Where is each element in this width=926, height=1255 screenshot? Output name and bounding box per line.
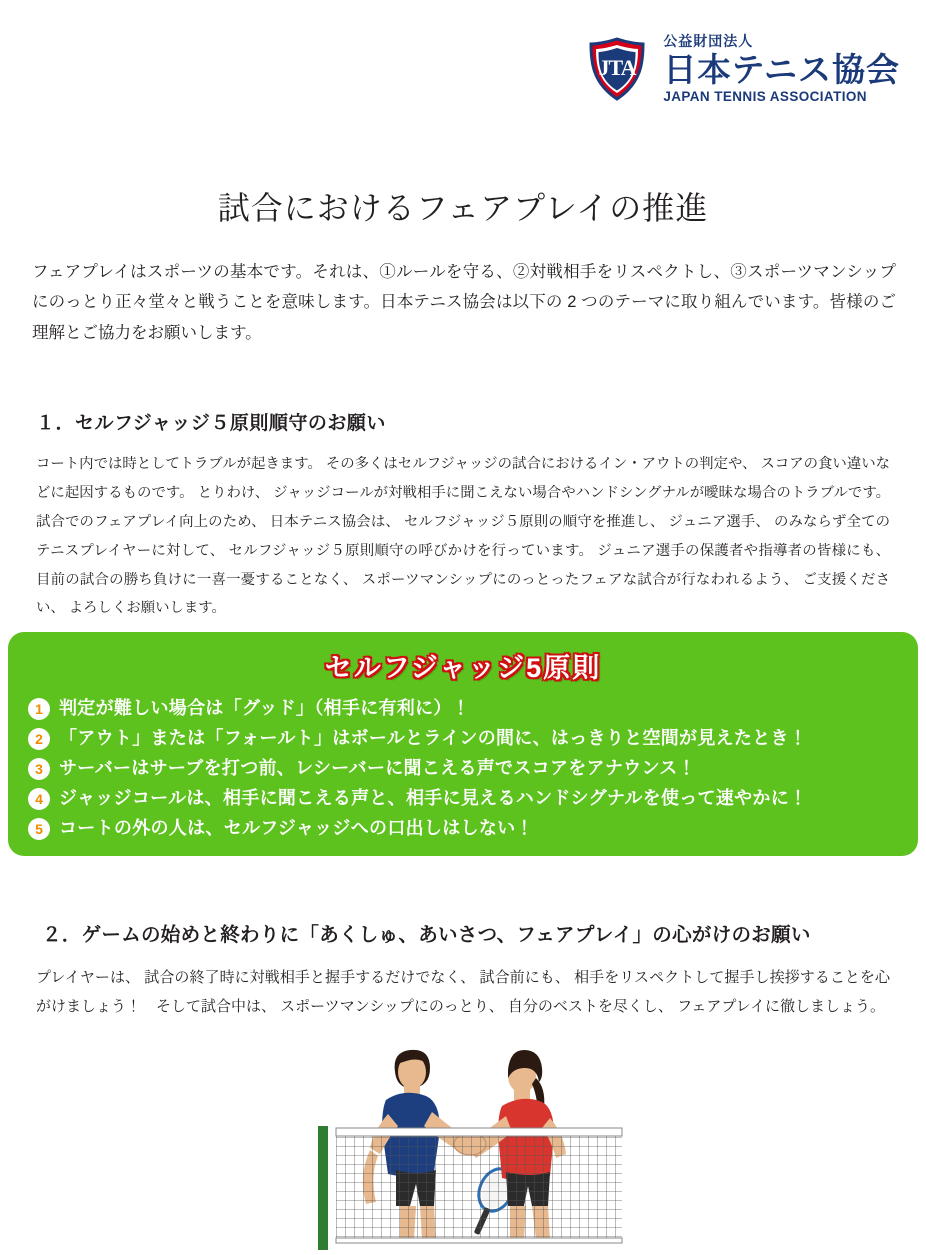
self-judge-principles-box bbox=[8, 632, 918, 856]
organization-header bbox=[585, 34, 900, 104]
organization-name: 日本テニス協会 bbox=[663, 51, 900, 88]
page-title: 試合におけるフェアプレイの推進 bbox=[217, 190, 709, 227]
list-item bbox=[28, 725, 918, 751]
list-item-number: 2 bbox=[28, 728, 50, 750]
list-item bbox=[28, 755, 918, 781]
list-item bbox=[28, 785, 918, 811]
two-players-handshake-over-net-illustration bbox=[300, 1020, 640, 1250]
organization-name-block bbox=[663, 34, 900, 104]
principles-list bbox=[28, 695, 918, 841]
list-item-number: 3 bbox=[28, 758, 50, 780]
list-item-label: サーバーはサーブを打つ前、レシーバーに聞こえる声でスコアをアナウンス！ bbox=[59, 758, 696, 779]
list-item-label: ジャッジコールは、相手に聞こえる声と、相手に見えるハンドシグナルを使って速やかに！ bbox=[59, 788, 808, 809]
section-1-heading: １．セルフジャッジ５原則順守のお願い bbox=[36, 412, 386, 434]
list-item-number: 5 bbox=[28, 818, 50, 840]
section-2-heading: ２．ゲームの始めと終わりに「あくしゅ、あいさつ、フェアプレイ」の心がけのお願い bbox=[42, 924, 811, 947]
list-item-label: 「アウト」または「フォールト」はボールとラインの間に、はっきりと空間が見えたとき！ bbox=[59, 728, 808, 749]
svg-text:JTA: JTA bbox=[598, 54, 636, 80]
list-item-number: 1 bbox=[28, 698, 50, 720]
organization-prefix: 公益財団法人 bbox=[663, 33, 754, 49]
list-item-number: 4 bbox=[28, 788, 50, 810]
list-item-label: コートの外の人は、セルフジャッジへの口出しはしない！ bbox=[59, 818, 534, 839]
jta-shield-logo-icon bbox=[585, 37, 649, 101]
organization-name-english: JAPAN TENNIS ASSOCIATION bbox=[663, 89, 867, 104]
section-2-body: プレイヤーは、 試合の終了時に対戦相手と握手するだけでなく、 試合前にも、 相手をリスペクトして握手し挨拶することを心がけましょう！ そして試合中は、 スポーツマンシップにのっとり、 自分のベストを尽くし、 フェアプレイに徹しましょう。 bbox=[36, 969, 890, 1016]
list-item bbox=[28, 695, 918, 721]
section-1-body: コート内では時としてトラブルが起きます。 その多くはセルフジャッジの試合におけるイン・アウトの判定や、 スコアの食い違いなどに起因するものです。 とりわけ、 ジャッジコールが対戦相手に聞こえない場合やハンドシングナルが曖昧な場合のトラブルです。 試合でのフェアプレイ向上のため、 日本テニス協会は、 セルフジャッジ５原則の順守を推進し、 ジュニア選手、 のみならず全てのテニスプレイヤーに対して、 セルフジャッジ５原則順守の呼びかけを行っています。 ジュニア選手の保護者や指導者の皆様にも、 目前の試合の勝ち負けに一喜一憂することなく、 スポーツマンシップにのっとったフェアな試合が行なわれるよう、 ご支援ください、 よろしくお願いします。 bbox=[36, 456, 890, 617]
list-item bbox=[28, 815, 918, 841]
list-item-label: 判定が難しい場合は「グッド」（相手に有利に）！ bbox=[59, 698, 470, 718]
principles-box-title: セルフジャッジ5原則 bbox=[324, 653, 602, 683]
intro-paragraph: フェアプレイはスポーツの基本です。それは、①ルールを守る、②対戦相手をリスペクトし、③スポーツマンシップにのっとり正々堂々と戦うことを意味します。日本テニス協会は以下の 2 つのテーマに取り組んでいます。皆様のご理解とご協力をお願いします。 bbox=[32, 262, 896, 342]
